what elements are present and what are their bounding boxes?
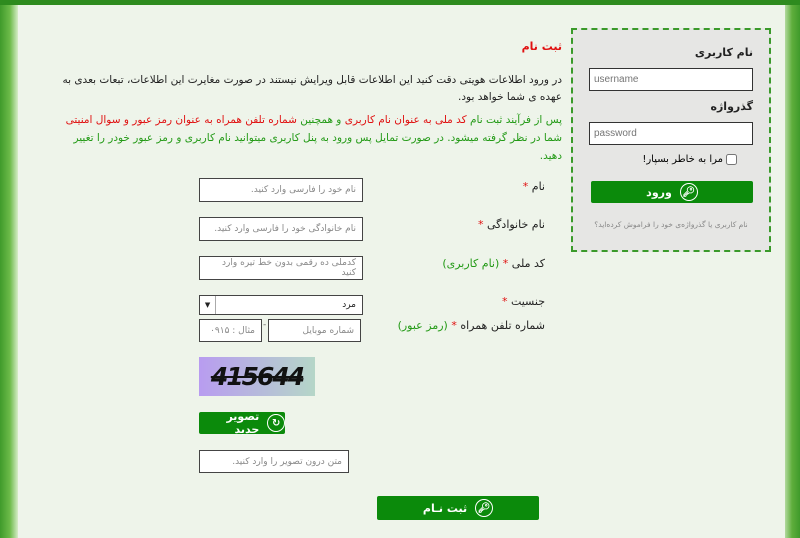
key-icon: 🔑︎ <box>475 499 493 517</box>
remember-label: مرا به خاطر بسپار! <box>642 154 723 165</box>
username-input[interactable] <box>589 68 753 91</box>
intro-text: در ورود اطلاعات هویتی دقت کنید این اطلاعات قابل ویرایش نیستند در صورت مغایرت این اطلاعات، تبعات بعدی به عهده ی شما خواهد بود. <box>62 74 562 103</box>
register-title: ثبت نام <box>521 40 562 53</box>
password-input[interactable] <box>589 122 753 145</box>
submit-register-button[interactable] <box>377 496 539 520</box>
login-button[interactable] <box>591 181 753 203</box>
last-name-input[interactable]: نام خانوادگی خود را فارسی وارد کنید. <box>199 217 363 241</box>
mobile-label: شماره تلفن همراه * (رمز عبور) <box>397 319 545 332</box>
new-image-label: تصویر جدید <box>226 410 260 436</box>
note-1: پس از فرآیند ثبت نام <box>466 114 562 126</box>
refresh-icon: ↻ <box>267 414 285 432</box>
national-code-label: کد ملی * (نام کاربری) <box>442 257 545 270</box>
first-name-input[interactable]: نام خود را فارسی وارد کنید. <box>199 178 363 202</box>
mobile-input[interactable]: شماره موبایل <box>268 319 361 342</box>
forgot-link[interactable]: نام کاربری یا گذرواژه‌ی خود را فراموش کرده‌اید؟ <box>594 220 748 229</box>
gender-label: جنسیت * <box>501 295 545 308</box>
note-text <box>52 111 562 165</box>
key-icon: 🔑︎ <box>680 183 698 201</box>
login-box <box>571 28 771 252</box>
gender-select[interactable] <box>199 295 363 315</box>
username-label: نام کاربری <box>694 46 753 59</box>
note-3: و همچنین <box>296 114 345 126</box>
note-2: کد ملی به عنوان نام کاربری <box>344 114 467 126</box>
captcha-image: 415644 <box>199 357 315 396</box>
chevron-down-icon: ▼ <box>200 296 216 314</box>
note-4: شماره تلفن همراه به عنوان رمز عبور و سوال امنیتی <box>65 114 297 126</box>
gender-value: مرد <box>342 300 356 310</box>
login-button-label: ورود <box>646 185 672 199</box>
first-name-label: نام * <box>522 180 545 193</box>
remember-checkbox[interactable] <box>726 154 737 165</box>
submit-label: ثبت نـام <box>422 501 468 515</box>
dash-separator: - <box>263 320 267 330</box>
last-name-label: نام خانوادگی * <box>478 218 545 231</box>
captcha-input[interactable]: متن درون تصویر را وارد کنید. <box>199 450 349 473</box>
new-image-button[interactable] <box>199 412 285 434</box>
note-5: شما در نظر گرفته میشود. در صورت تمایل پس ورود به پنل کاربری میتوانید نام کاربری و رمز عبور خودر را تغییر دهید. <box>73 132 562 162</box>
mobile-prefix-input[interactable]: مثال : ۰۹۱۵ <box>199 319 262 342</box>
national-code-input[interactable]: کدملی ده رقمی بدون خط تیره وارد کنید <box>199 256 363 280</box>
remember-me[interactable] <box>642 154 737 165</box>
password-label: گذرواژه <box>710 100 753 113</box>
